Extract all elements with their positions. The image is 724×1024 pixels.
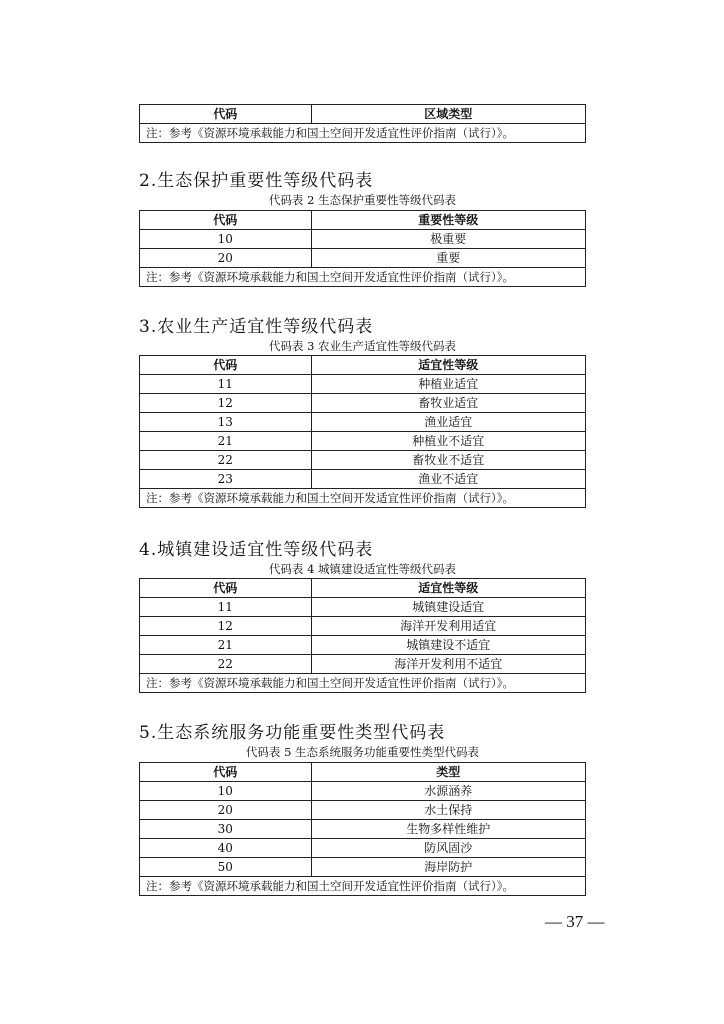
cell-value: 畜牧业不适宜	[311, 451, 585, 470]
cell-code: 22	[140, 451, 312, 470]
cell-code: 21	[140, 636, 312, 655]
code-table-2	[139, 210, 586, 287]
table-caption-3: 代码表 3 农业生产适宜性等级代码表	[268, 339, 457, 353]
table-row	[140, 820, 586, 839]
table-header-row	[140, 579, 586, 598]
code-table-3	[139, 355, 586, 508]
table-note-row	[140, 124, 586, 143]
cell-code: 40	[140, 839, 312, 858]
header-level: 适宜性等级	[311, 356, 585, 375]
table-header-row	[140, 356, 586, 375]
cell-value: 渔业适宜	[311, 413, 585, 432]
cell-value: 种植业不适宜	[311, 432, 585, 451]
section-heading-3: 3.农业生产适宜性等级代码表	[139, 317, 374, 337]
table-note: 注：参考《资源环境承载能力和国土空间开发适宜性评价指南（试行）》。	[140, 877, 586, 896]
cell-code: 20	[140, 801, 312, 820]
table-row	[140, 470, 586, 489]
header-type: 类型	[311, 763, 585, 782]
page-number: — 37 —	[545, 912, 605, 931]
section-heading-4: 4.城镇建设适宜性等级代码表	[139, 540, 374, 560]
cell-code: 21	[140, 432, 312, 451]
table-row	[140, 598, 586, 617]
cell-code: 10	[140, 782, 312, 801]
table-note: 注：参考《资源环境承载能力和国土空间开发适宜性评价指南（试行）》。	[140, 124, 586, 143]
cell-code: 23	[140, 470, 312, 489]
header-code: 代码	[140, 105, 312, 124]
cell-value: 海岸防护	[311, 858, 585, 877]
header-level: 适宜性等级	[311, 579, 585, 598]
table-caption-5: 代码表 5 生态系统服务功能重要性类型代码表	[245, 745, 480, 759]
table-note-row	[140, 877, 586, 896]
table-row	[140, 394, 586, 413]
cell-code: 22	[140, 655, 312, 674]
cell-value: 水土保持	[311, 801, 585, 820]
table-row	[140, 801, 586, 820]
cell-code: 13	[140, 413, 312, 432]
cell-value: 畜牧业适宜	[311, 394, 585, 413]
header-code: 代码	[140, 356, 312, 375]
cell-value: 海洋开发利用适宜	[311, 617, 585, 636]
cell-value: 城镇建设适宜	[311, 598, 585, 617]
table-row	[140, 617, 586, 636]
cell-value: 重要	[311, 249, 585, 268]
cell-code: 12	[140, 617, 312, 636]
table-caption-2: 代码表 2 生态保护重要性等级代码表	[268, 193, 457, 207]
table-row	[140, 375, 586, 394]
header-code: 代码	[140, 211, 312, 230]
table-row	[140, 858, 586, 877]
table-caption-4: 代码表 4 城镇建设适宜性等级代码表	[268, 562, 457, 576]
table-row	[140, 413, 586, 432]
table-row	[140, 230, 586, 249]
cell-code: 11	[140, 598, 312, 617]
table-row	[140, 249, 586, 268]
table-row	[140, 655, 586, 674]
table-header-row	[140, 211, 586, 230]
table-header-row	[140, 763, 586, 782]
table-row	[140, 782, 586, 801]
table-note-row	[140, 489, 586, 508]
header-code: 代码	[140, 763, 312, 782]
table-note-row	[140, 268, 586, 287]
header-type: 区域类型	[311, 105, 585, 124]
table-row	[140, 636, 586, 655]
code-table-5	[139, 762, 586, 896]
section-heading-2: 2.生态保护重要性等级代码表	[139, 171, 374, 191]
cell-value: 种植业适宜	[311, 375, 585, 394]
table-row	[140, 432, 586, 451]
cell-value: 城镇建设不适宜	[311, 636, 585, 655]
code-table-4	[139, 578, 586, 693]
header-level: 重要性等级	[311, 211, 585, 230]
table-row	[140, 839, 586, 858]
cell-value: 防风固沙	[311, 839, 585, 858]
cell-code: 12	[140, 394, 312, 413]
cell-code: 20	[140, 249, 312, 268]
code-table-1	[139, 104, 586, 143]
cell-code: 50	[140, 858, 312, 877]
cell-value: 极重要	[311, 230, 585, 249]
table-note-row	[140, 674, 586, 693]
cell-value: 海洋开发利用不适宜	[311, 655, 585, 674]
cell-code: 30	[140, 820, 312, 839]
table-note: 注：参考《资源环境承载能力和国土空间开发适宜性评价指南（试行）》。	[140, 674, 586, 693]
cell-code: 10	[140, 230, 312, 249]
cell-value: 水源涵养	[311, 782, 585, 801]
header-code: 代码	[140, 579, 312, 598]
cell-value: 渔业不适宜	[311, 470, 585, 489]
cell-code: 11	[140, 375, 312, 394]
table-note: 注：参考《资源环境承载能力和国土空间开发适宜性评价指南（试行）》。	[140, 268, 586, 287]
table-header-row	[140, 105, 586, 124]
cell-value: 生物多样性维护	[311, 820, 585, 839]
table-note: 注：参考《资源环境承载能力和国土空间开发适宜性评价指南（试行）》。	[140, 489, 586, 508]
section-heading-5: 5.生态系统服务功能重要性类型代码表	[139, 723, 446, 743]
table-row	[140, 451, 586, 470]
